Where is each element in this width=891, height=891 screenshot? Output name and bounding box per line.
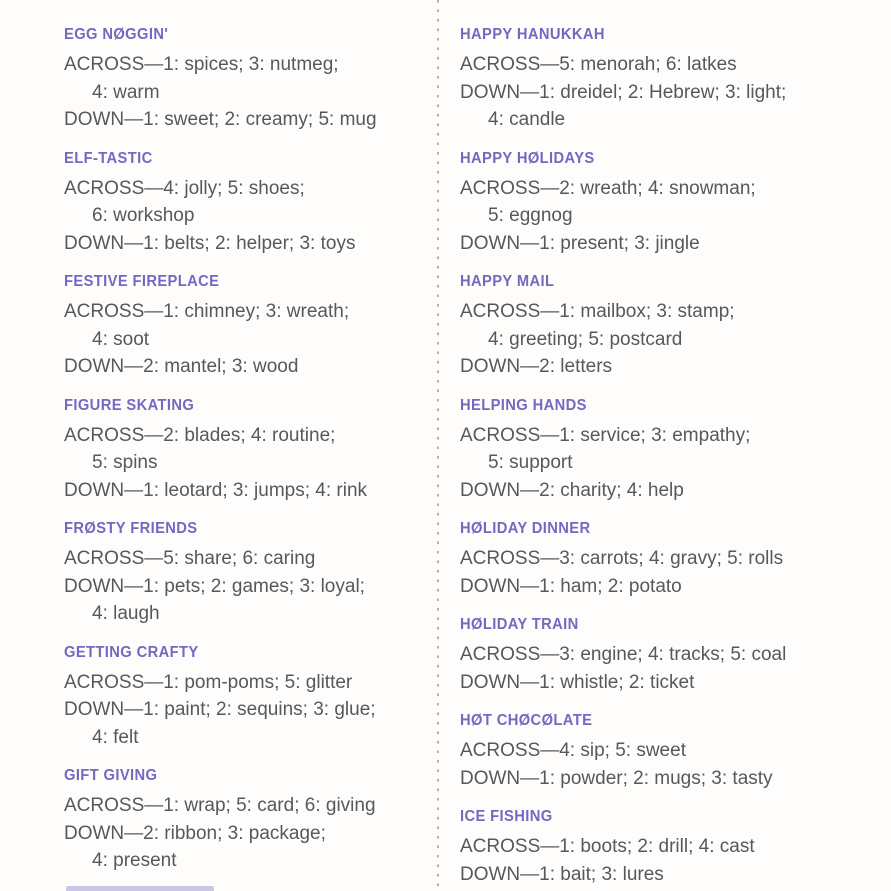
answer-line: DOWN—1: leotard; 3: jumps; 4: rink <box>64 479 368 501</box>
answer-line: ACROSS—4: sip; 5: sweet <box>460 740 686 761</box>
answer-line: 5: support <box>488 452 573 473</box>
puzzle-answer-section <box>460 614 880 696</box>
answer-line: DOWN—1: ham; 2: potato <box>460 575 682 597</box>
answer-line: DOWN—2: mantel; 3: wood <box>64 356 299 377</box>
answer-line: ACROSS—5: share; 6: caring <box>64 548 316 569</box>
puzzle-answer-section <box>64 24 436 134</box>
puzzle-title: HAPPY HANUKKAH <box>460 26 605 43</box>
puzzle-title: HAPPY MAIL <box>460 273 555 290</box>
clipped-next-section-heading <box>66 886 214 891</box>
answer-line: ACROSS—3: engine; 4: tracks; 5: coal <box>460 644 787 665</box>
answer-line: DOWN—2: letters <box>460 356 613 377</box>
puzzle-answer-lines <box>460 298 880 381</box>
answer-line: ACROSS—2: blades; 4: routine; <box>64 424 336 446</box>
puzzle-title: GIFT GIVING <box>64 767 158 784</box>
puzzle-title: HØLIDAY TRAIN <box>460 616 579 633</box>
puzzle-answer-lines <box>64 792 436 875</box>
puzzle-title: FIGURE SKATING <box>64 396 195 414</box>
answer-line: DOWN—1: bait; 3: lures <box>460 863 664 885</box>
puzzle-answer-section <box>460 148 880 258</box>
answer-line: ACROSS—1: pom-poms; 5: glitter <box>64 671 353 693</box>
answer-line: ACROSS—1: chimney; 3: wreath; <box>64 301 350 322</box>
answer-line: DOWN—1: powder; 2: mugs; 3: tasty <box>460 767 773 789</box>
answer-line: DOWN—1: dreidel; 2: Hebrew; 3: light; <box>460 81 787 103</box>
puzzle-answer-lines <box>460 175 880 258</box>
answer-column-right <box>460 24 880 891</box>
answer-line: DOWN—2: charity; 4: help <box>460 479 684 501</box>
answer-line: DOWN—1: sweet; 2: creamy; 5: mug <box>64 109 377 130</box>
answer-line: ACROSS—1: boots; 2: drill; 4: cast <box>460 836 755 857</box>
puzzle-answer-section <box>460 806 880 888</box>
puzzle-answer-lines <box>460 641 880 696</box>
puzzle-answer-lines <box>460 545 880 600</box>
puzzle-answer-section <box>460 518 880 600</box>
puzzle-title: FESTIVE FIREPLACE <box>64 273 220 290</box>
puzzle-answer-lines <box>64 669 436 752</box>
answer-line: ACROSS—1: wrap; 5: card; 6: giving <box>64 795 376 816</box>
answer-line: 4: felt <box>92 726 139 748</box>
answer-line: ACROSS—5: menorah; 6: latkes <box>460 54 737 75</box>
puzzle-answer-lines <box>460 833 880 888</box>
answer-line: ACROSS—2: wreath; 4: snowman; <box>460 177 756 199</box>
puzzle-answer-section <box>460 395 880 505</box>
puzzle-answer-section <box>64 395 436 505</box>
puzzle-title: ELF-TASTIC <box>64 149 153 167</box>
puzzle-answer-lines <box>460 422 880 505</box>
puzzle-answer-lines <box>460 737 880 792</box>
puzzle-answer-section <box>64 271 436 381</box>
answer-line: 4: warm <box>92 81 160 103</box>
answer-line: DOWN—1: whistle; 2: ticket <box>460 671 695 693</box>
puzzle-answer-section <box>460 271 880 381</box>
puzzle-title: HØLIDAY DINNER <box>460 520 591 537</box>
puzzle-title: HØT CHØCØLATE <box>460 712 593 729</box>
puzzle-answer-section <box>64 518 436 628</box>
column-divider-dotted-rule <box>437 0 439 891</box>
puzzle-answer-lines <box>460 51 880 134</box>
answer-line: 4: laugh <box>92 603 160 624</box>
answer-line: 5: spins <box>92 452 158 473</box>
puzzle-title: FRØSTY FRIENDS <box>64 520 198 537</box>
puzzle-title: ICE FISHING <box>460 808 553 825</box>
puzzle-answer-section <box>460 24 880 134</box>
answer-line: DOWN—2: ribbon; 3: package; <box>64 822 326 844</box>
answer-line: 4: greeting; 5: postcard <box>488 328 683 350</box>
answer-line: DOWN—1: paint; 2: sequins; 3: glue; <box>64 699 376 720</box>
answer-line: DOWN—1: belts; 2: helper; 3: toys <box>64 232 356 254</box>
answer-line: 4: present <box>92 850 177 871</box>
answer-line: DOWN—1: pets; 2: games; 3: loyal; <box>64 575 365 597</box>
puzzle-title: HELPING HANDS <box>460 396 587 414</box>
puzzle-answer-section <box>64 642 436 752</box>
answer-line: 6: workshop <box>92 205 195 226</box>
puzzle-title: GETTING CRAFTY <box>64 643 199 661</box>
answer-line: ACROSS—1: mailbox; 3: stamp; <box>460 301 735 322</box>
answer-line: ACROSS—1: service; 3: empathy; <box>460 424 751 446</box>
answer-line: 4: candle <box>488 109 566 130</box>
puzzle-answer-lines <box>64 51 436 134</box>
puzzle-answer-section <box>460 710 880 792</box>
answer-line: ACROSS—3: carrots; 4: gravy; 5: rolls <box>460 548 784 569</box>
puzzle-answer-section <box>64 148 436 258</box>
answer-line: DOWN—1: present; 3: jingle <box>460 232 700 254</box>
answer-line: ACROSS—1: spices; 3: nutmeg; <box>64 54 339 75</box>
puzzle-answer-lines <box>64 422 436 505</box>
answer-line: ACROSS—4: jolly; 5: shoes; <box>64 177 305 199</box>
answer-line: 5: eggnog <box>488 205 573 226</box>
answer-line: 4: soot <box>92 328 150 350</box>
puzzle-answer-lines <box>64 298 436 381</box>
puzzle-title: EGG NØGGIN' <box>64 26 169 43</box>
puzzle-answer-lines <box>64 175 436 258</box>
puzzle-title: HAPPY HØLIDAYS <box>460 149 595 167</box>
answer-column-left <box>64 24 436 889</box>
puzzle-answer-lines <box>64 545 436 628</box>
puzzle-answer-section <box>64 765 436 875</box>
